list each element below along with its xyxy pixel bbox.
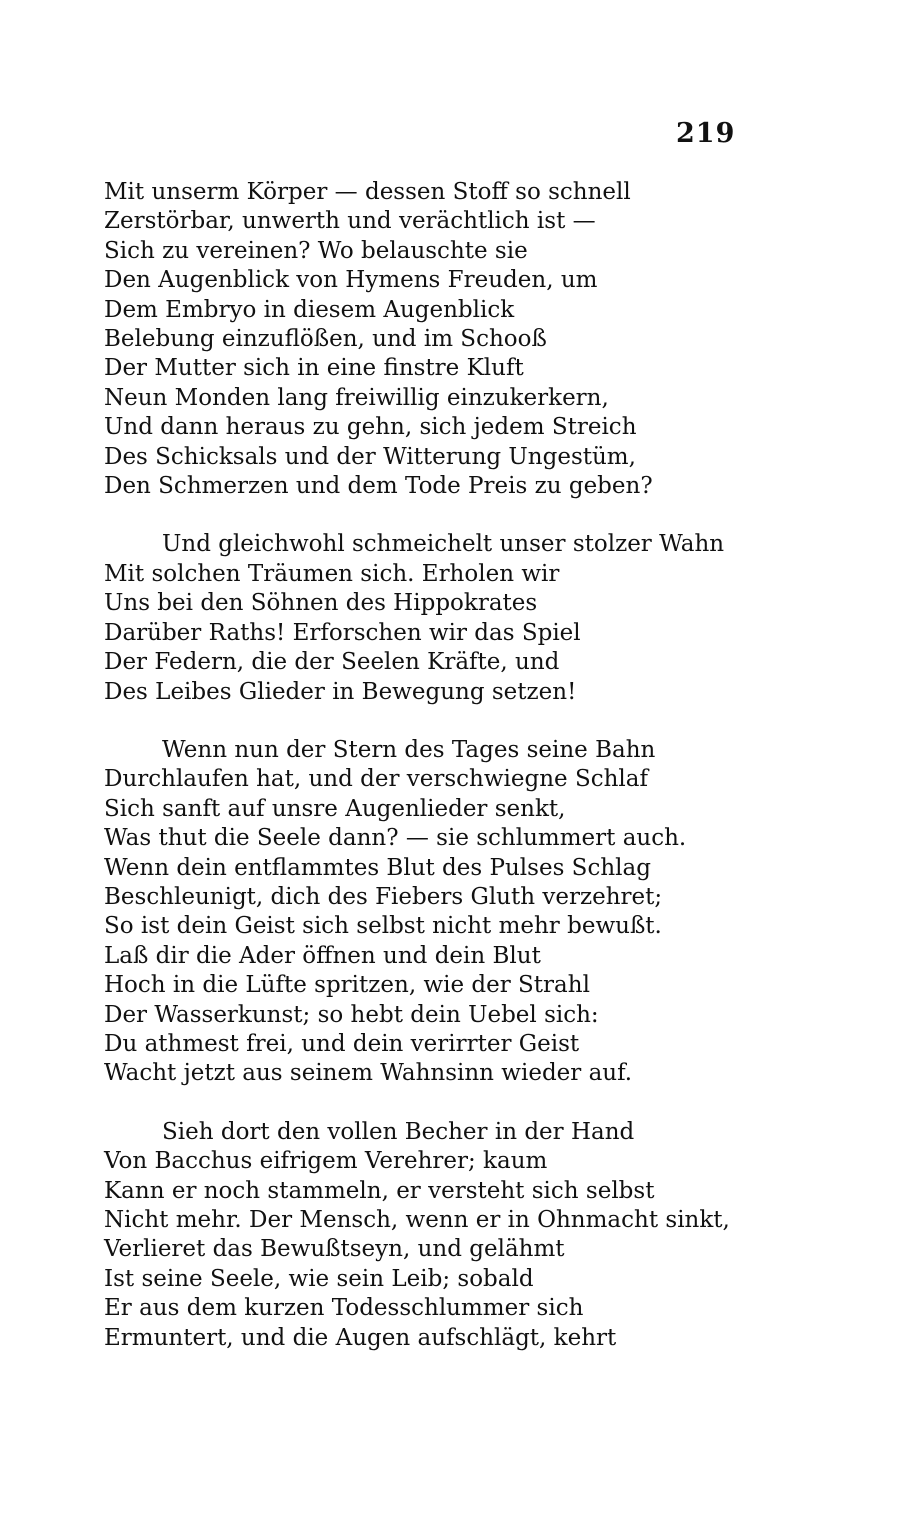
verse-line: Wacht jetzt aus seinem Wahnsinn wieder auf.: [104, 1060, 633, 1087]
verse-line: Der Federn, die der Seelen Kräfte, und: [104, 649, 560, 676]
verse-line: Was thut die Seele dann? — sie schlummert auch.: [104, 825, 687, 852]
verse-line: Sich sanft auf unsre Augenlieder senkt,: [104, 795, 566, 822]
verse-line: Uns bei den Söhnen des Hippokrates: [104, 590, 538, 617]
verse-line: Sich zu vereinen? Wo belauschte sie: [104, 237, 528, 264]
verse-line: Belebung einzuflößen, und im Schooß: [104, 326, 547, 353]
verse-line: Den Augenblick von Hymens Freuden, um: [104, 267, 598, 294]
verse-line: Laß dir die Ader öffnen und dein Blut: [104, 942, 541, 969]
verse-line: Des Schicksals und der Witterung Ungestüm,: [104, 443, 636, 470]
verse-line: Mit unserm Körper — dessen Stoff so schnell: [104, 179, 631, 205]
verse-line: Durchlaufen hat, und der verschwiegne Schlaf: [104, 766, 649, 793]
verse-line: Neun Monden lang freiwillig einzukerkern,: [104, 384, 609, 411]
verse-line: Zerstörbar, unwerth und verächtlich ist —: [104, 208, 596, 235]
verse-line: Und gleichwohl schmeichelt unser stolzer Wahn: [162, 531, 725, 558]
verse-line: Kann er noch stammeln, er versteht sich selbst: [104, 1177, 655, 1204]
verse-line: Ermuntert, und die Augen aufschlägt, kehrt: [104, 1324, 617, 1351]
verse-line: Der Wasserkunst; so hebt dein Uebel sich:: [104, 1001, 599, 1028]
verse-line: Den Schmerzen und dem Tode Preis zu geben?: [104, 473, 653, 500]
verse-line: Dem Embryo in diesem Augenblick: [104, 296, 515, 323]
verse-line: Mit solchen Träumen sich. Erholen wir: [104, 560, 560, 587]
stanza-1: [104, 178, 804, 501]
verse-line: Und dann heraus zu gehn, sich jedem Streich: [104, 414, 637, 441]
verse-line: Beschleunigt, dich des Fiebers Gluth verzehret;: [104, 883, 663, 910]
poem-text: [104, 178, 804, 1353]
verse-line: Verlieret das Bewußtseyn, und gelähmt: [104, 1236, 565, 1263]
page-number: 219: [676, 118, 736, 149]
verse-line: Des Leibes Glieder in Bewegung setzen!: [104, 678, 577, 705]
verse-line: Hoch in die Lüfte spritzen, wie der Strahl: [104, 972, 590, 999]
verse-line: Darüber Raths! Erforschen wir das Spiel: [104, 619, 581, 646]
verse-line: Nicht mehr. Der Mensch, wenn er in Ohnmacht sinkt,: [104, 1207, 730, 1233]
verse-line: Du athmest frei, und dein verirrter Geist: [104, 1030, 580, 1057]
verse-line: Wenn dein entflammtes Blut des Pulses Schlag: [104, 854, 651, 881]
stanza-3: [104, 736, 804, 1089]
verse-line: Der Mutter sich in eine finstre Kluft: [104, 355, 524, 382]
verse-line: Ist seine Seele, wie sein Leib; sobald: [104, 1265, 534, 1292]
verse-line: Wenn nun der Stern des Tages seine Bahn: [162, 736, 656, 763]
stanza-4: [104, 1118, 804, 1353]
verse-line: Sieh dort den vollen Becher in der Hand: [162, 1118, 635, 1145]
verse-line: So ist dein Geist sich selbst nicht mehr bewußt.: [104, 913, 662, 940]
stanza-2: [104, 530, 804, 706]
verse-line: Von Bacchus eifrigem Verehrer; kaum: [104, 1148, 548, 1175]
verse-line: Er aus dem kurzen Todesschlummer sich: [104, 1295, 584, 1322]
